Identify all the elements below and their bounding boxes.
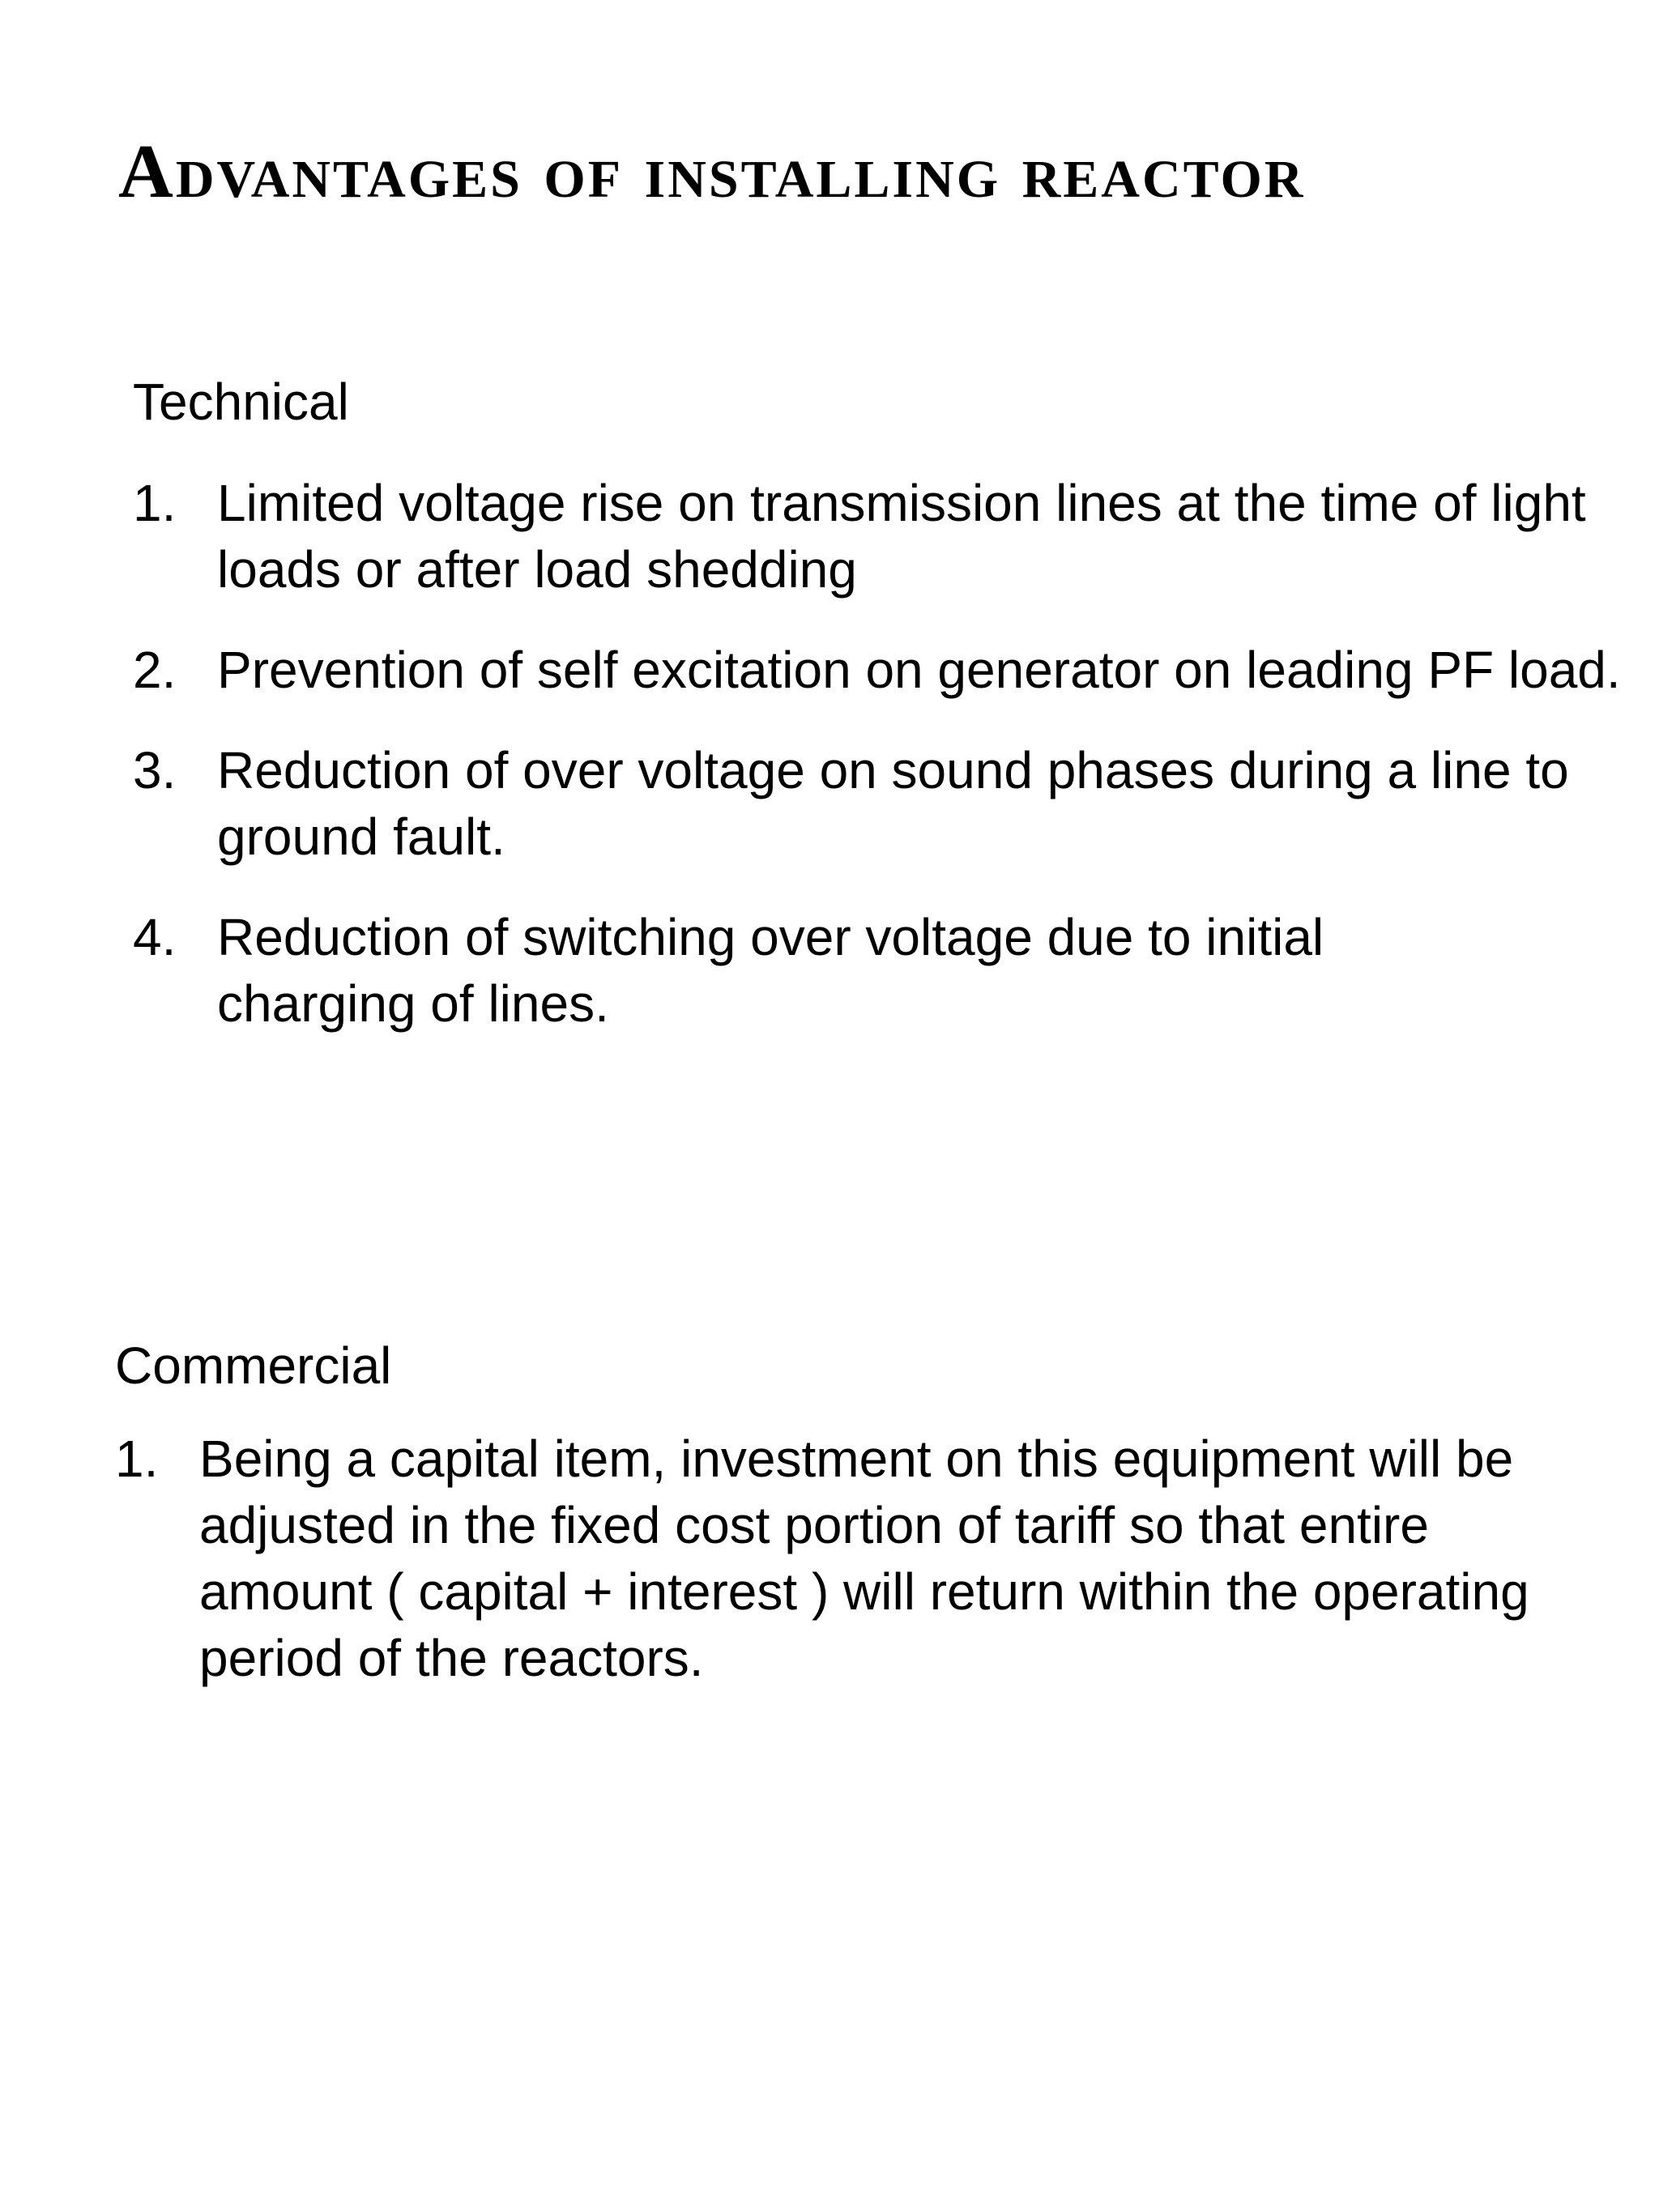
list-item [133,637,1640,703]
slide-title: Advantages of installing reactor [118,130,1306,214]
technical-heading: Technical [133,373,349,431]
item-number: 4. [133,908,177,966]
item-number: 2. [133,641,177,699]
item-text: Limited voltage rise on transmission lines at the time of light loads or after load shedding [217,474,1586,599]
list-item [133,737,1640,870]
list-item [133,470,1640,603]
item-number: 3. [133,741,177,799]
item-text: Prevention of self excitation on generator on leading PF load. [217,641,1621,699]
item-text: Reduction of over voltage on sound phases during a line to ground fault. [217,741,1569,866]
commercial-list [115,1426,1622,1691]
commercial-heading: Commercial [115,1336,392,1395]
list-item [115,1426,1622,1691]
item-text: Reduction of switching over voltage due to initial charging of lines. [217,908,1324,1033]
item-number: 1. [133,474,177,532]
list-item [133,904,1640,1037]
item-text: Being a capital item, investment on this equipment will be adjusted in the fixed cost portion of tariff so that entire amount ( capital + interest ) will return within the operating period of the reactors. [199,1430,1529,1687]
technical-list [133,470,1640,1071]
item-number: 1. [115,1430,159,1488]
